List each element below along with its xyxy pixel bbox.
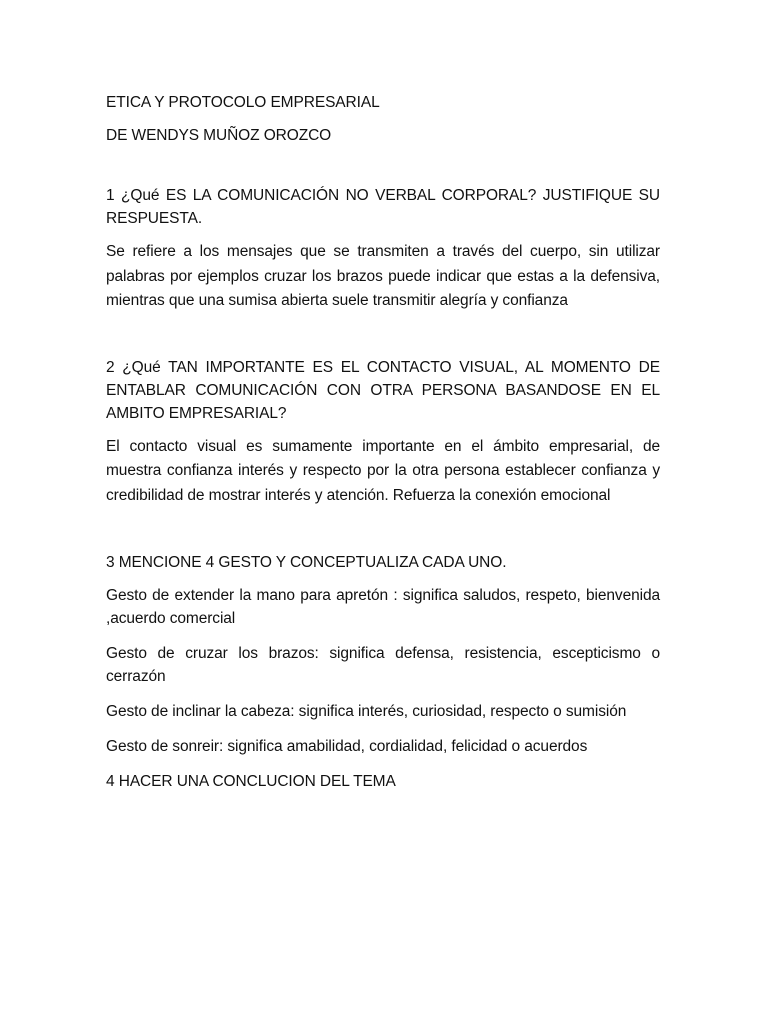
section-2 xyxy=(106,356,660,509)
question-3: 3 MENCIONE 4 GESTO Y CONCEPTUALIZA CADA UNO. xyxy=(106,554,507,571)
document-author: DE WENDYS MUÑOZ OROZCO xyxy=(106,127,332,144)
question-4: 4 HACER UNA CONCLUCION DEL TEMA xyxy=(106,773,396,790)
answer-2: El contacto visual es sumamente importante en el ámbito empresarial, de muestra confianza interés y respecto por la otra persona establecer confianza y credibilidad de mostrar interés y atención. Refuerza la conexión emocional xyxy=(106,437,660,504)
gesture-item-1: Gesto de extender la mano para apretón : significa saludos, respeto, bienvenida ,acuerdo comercial xyxy=(106,587,660,627)
section-1 xyxy=(106,184,660,314)
section-3 xyxy=(106,551,660,758)
question-2: 2 ¿Qué TAN IMPORTANTE ES EL CONTACTO VISUAL, AL MOMENTO DE ENTABLAR COMUNICACIÓN CON OTRA PERSONA BASANDOSE EN EL AMBITO EMPRESARIAL? xyxy=(106,358,660,422)
document-title: ETICA Y PROTOCOLO EMPRESARIAL xyxy=(106,94,380,111)
document-body xyxy=(106,92,660,803)
answer-1: Se refiere a los mensajes que se transmiten a través del cuerpo, sin utilizar palabras por ejemplos cruzar los brazos puede indicar que estas a la defensiva, mientras que una sumisa abierta suele transmitir alegría y confianza xyxy=(106,243,660,309)
section-4 xyxy=(106,770,660,793)
gesture-item-2: Gesto de cruzar los brazos: significa defensa, resistencia, escepticismo o cerrazón xyxy=(106,645,660,685)
gesture-item-3: Gesto de inclinar la cabeza: significa interés, curiosidad, respecto o sumisión xyxy=(106,703,627,720)
gesture-item-4: Gesto de sonreir: significa amabilidad, cordialidad, felicidad o acuerdos xyxy=(106,738,588,755)
question-1: 1 ¿Qué ES LA COMUNICACIÓN NO VERBAL CORPORAL? JUSTIFIQUE SU RESPUESTA. xyxy=(106,187,660,227)
